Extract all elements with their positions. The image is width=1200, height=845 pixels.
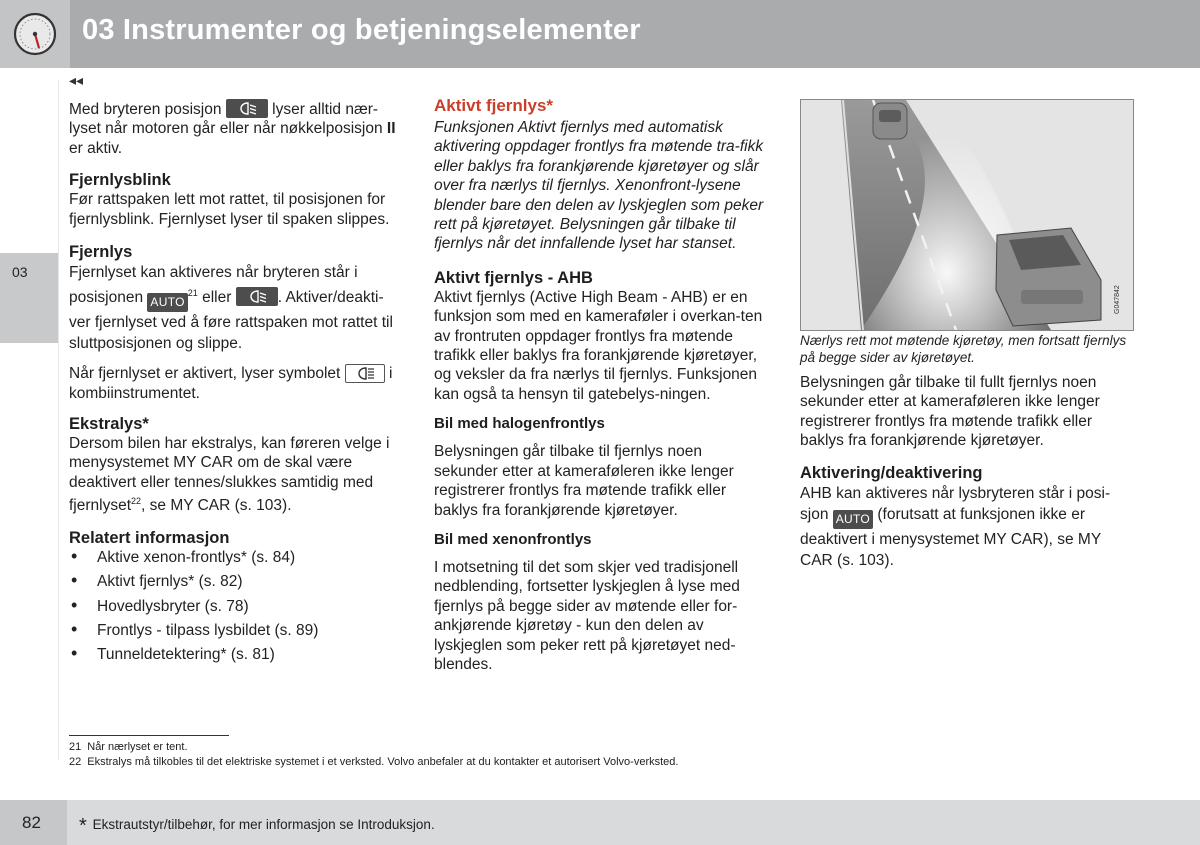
- symbol-paragraph: Når fjernlyset er aktivert, lyser symbolet i kombiinstrumentet.: [69, 365, 393, 402]
- footnote-item: 22 Ekstralys må tilkobles til det elektriske systemet i et verksted. Volvo anbefaler at du kontakter et autorisert Volvo-verksted.: [69, 756, 679, 768]
- heading-ahb: Aktivt fjernlys - AHB: [434, 268, 593, 287]
- intro-paragraph: Med bryteren posisjon lyser alltid nær-lyset når motoren går eller når nøkkelposisjon II er aktiv.: [69, 101, 396, 157]
- chapter-side-tab-label: 03: [12, 264, 28, 280]
- heading-related-info: Relatert informasjon: [69, 528, 230, 547]
- heading-activation: Aktivering/deaktivering: [800, 463, 983, 482]
- chapter-side-tab[interactable]: [0, 253, 58, 343]
- related-list: [69, 548, 401, 665]
- highbeam-paragraph: Fjernlyset kan aktiveres når bryteren står i posisjonen AUTO$^{21}$ eller . Aktiver/deakti-ver fjernlyset ved å føre rattspaken mot rattet til sluttposisjonen og slippe.: [69, 264, 393, 353]
- chapter-title: 03 Instrumenter og betjeningselementer: [82, 14, 641, 46]
- section-heading-active-high-beam: Aktivt fjernlys*: [434, 96, 554, 115]
- related-link[interactable]: • Aktivt fjernlys* (s. 82): [69, 572, 401, 591]
- heading-fjernlys: Fjernlys: [69, 243, 133, 262]
- high-beam-indicator-icon: [345, 364, 385, 383]
- activation-paragraph: AHB kan aktiveres når lysbryteren står i posi-sjon AUTO (forutsatt at funksjonen ikke er deaktivert i menysystemet MY CAR), se MY CAR (s. 103).: [800, 484, 1111, 569]
- gauge-icon: [0, 0, 70, 68]
- heading-xenon: Bil med xenonfrontlys: [434, 530, 592, 548]
- related-link[interactable]: • Frontlys - tilpass lysbildet (s. 89): [69, 621, 401, 640]
- footnotes: [69, 740, 678, 770]
- chapter-icon-box: [0, 0, 70, 68]
- auto-symbol: AUTO: [147, 293, 187, 312]
- oncoming-car: [873, 103, 907, 139]
- column-left: [69, 99, 401, 670]
- figure-caption: Nærlys rett mot møtende kjøretøy, men fortsatt fjernlys på begge sider av kjøretøyet.: [800, 333, 1127, 365]
- side-divider: [58, 80, 59, 760]
- back-navigation-icon[interactable]: ◂◂: [69, 72, 84, 88]
- related-link[interactable]: • Hovedlysbryter (s. 78): [69, 597, 401, 616]
- heading-ekstralys: Ekstralys*: [69, 415, 149, 433]
- column-middle: [434, 96, 770, 674]
- figure-code: G047842: [1114, 285, 1121, 314]
- heading-halogen: Bil med halogenfrontlys: [434, 415, 605, 433]
- road-illustration: [800, 99, 1134, 331]
- column-right: [800, 332, 1133, 571]
- flash-paragraph: Før rattspaken lett mot rattet, til posisjonen for fjernlysblink. Fjernlyset lyser til spaken slippes.: [69, 191, 390, 228]
- heading-fjernlysblink: Fjernlysblink: [69, 171, 171, 190]
- footnote-item: 21 Når nærlyset er tent.: [69, 741, 188, 753]
- page-number: 82: [22, 813, 41, 832]
- halogen-paragraph: Belysningen går tilbake til fjernlys noen sekunder etter at kameraføleren ikke lenger registrerer frontlys fra møtende trafikk eller baklys fra forankjørende kjøretøyer.: [434, 443, 734, 519]
- auto-symbol: AUTO: [833, 510, 873, 529]
- xenon-paragraph: I motsetning til det som skjer ved tradisjonell nedblending, fortsetter lyskjeglen å lyse med fjernlys på begge sider av møtende eller for-ankjørende kjøretøy - kun den delen av lyskjeglen som peker rett på kjøretøyet ned-blendes.: [434, 558, 740, 673]
- return-paragraph: Belysningen går tilbake til fullt fjernlys noen sekunder etter at kameraføleren ikke lenger registrerer frontlys fra møtende trafikk eller baklys fra forankjørende kjøretøyer.: [800, 374, 1100, 450]
- footer-note: * Ekstrautstyr/tilbehør, for mer informasjon se Introduksjon.: [79, 815, 435, 837]
- intro-italic-paragraph: Funksjonen Aktivt fjernlys med automatisk aktivering oppdager frontlys fra møtende tra-fikk eller baklys fra forankjørende kjøretøyer og slår over fra nærlys til fjernlys. Xenonfront-lysene blender bare den delen av lyskjeglen som peker rett på kjøretøyet. Belysningen går tilbake til fjernlys når det innfallende lyset har stanset.: [434, 119, 764, 253]
- low-beam-symbol-icon: [236, 287, 278, 306]
- related-link[interactable]: • Aktive xenon-frontlys* (s. 84): [69, 548, 401, 567]
- footnote-divider: [69, 735, 229, 736]
- low-beam-symbol-icon: [226, 99, 268, 118]
- ahb-paragraph: Aktivt fjernlys (Active High Beam - AHB) er en funksjon som med en kameraføler i overkan-ten av frontruten oppdager frontlys fra møtende trafikk eller baklys fra forankjørende kjøretøyer, og veksler da fra nærlys til fjernlys. Funksjonen kan også ta hensyn til gatebelys-ningen.: [434, 288, 763, 403]
- accessory-star-icon: *: [79, 815, 87, 837]
- related-link[interactable]: • Tunneldetektering* (s. 81): [69, 645, 401, 664]
- extra-paragraph: Dersom bilen har ekstralys, kan føreren velge i menysystemet MY CAR om de skal være deaktivert eller tennes/slukkes samtidig med fjernlyset$^{22}$, se MY CAR (s. 103).: [69, 435, 390, 515]
- road-illustration-svg: [801, 100, 1133, 330]
